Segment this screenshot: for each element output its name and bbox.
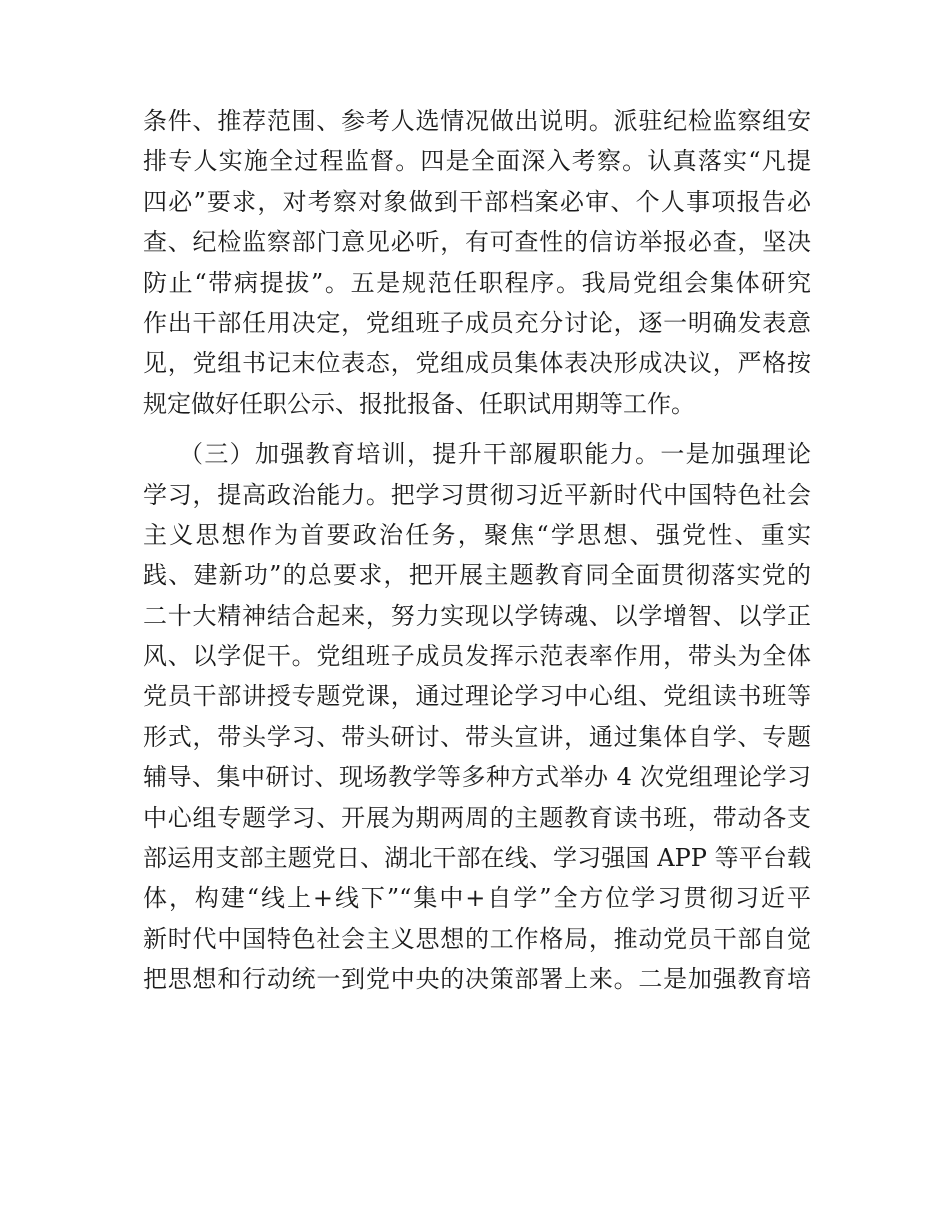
text-line: 新时代中国特色社会主义思想的工作格局，推动党员干部自觉	[143, 924, 811, 953]
text-line: 作出干部任用决定，党组班子成员充分讨论，逐一明确发表意	[143, 308, 811, 337]
section-heading-line: （三）加强教育培训，提升干部履职能力。一是加强理论	[179, 440, 811, 469]
text-line: 践、建新功”的总要求，把开展主题教育同全面贯彻落实党的	[143, 561, 811, 590]
text-line: 形式，带头学习、带头研讨、带头宣讲，通过集体自学、专题	[143, 722, 811, 751]
text-line: 四必”要求，对考察对象做到干部档案必审、个人事项报告必	[143, 187, 811, 216]
text-line: 学习，提高政治能力。把学习贯彻习近平新时代中国特色社会	[143, 480, 811, 509]
document-body	[143, 101, 811, 1000]
text-line: 防止“带病提拔”。五是规范任职程序。我局党组会集体研究	[143, 268, 811, 297]
text-line: 中心组专题学习、开展为期两周的主题教育读书班，带动各支	[143, 803, 811, 832]
text-line: 辅导、集中研讨、现场教学等多种方式举办 4 次党组理论学习	[143, 763, 811, 792]
text-line: 见，党组书记末位表态，党组成员集体表决形成决议，严格按	[143, 349, 811, 378]
text-line: 部运用支部主题党日、湖北干部在线、学习强国 APP 等平台载	[143, 844, 811, 873]
text-line: 规定做好任职公示、报批报备、任职试用期等工作。	[143, 389, 695, 418]
text-line: 风、以学促干。党组班子成员发挥示范表率作用，带头为全体	[143, 642, 811, 671]
text-line: 体，构建“线上+线下”“集中+自学”全方位学习贯彻习近平	[143, 884, 811, 913]
text-line: 条件、推荐范围、参考人选情况做出说明。派驻纪检监察组安	[143, 107, 811, 135]
text-line: 主义思想作为首要政治任务，聚焦“学思想、强党性、重实	[143, 520, 811, 549]
text-line: 二十大精神结合起来，努力实现以学铸魂、以学增智、以学正	[143, 601, 811, 630]
text-line: 党员干部讲授专题党课，通过理论学习中心组、党组读书班等	[143, 682, 811, 711]
paragraph-1	[143, 101, 811, 424]
paragraph-2	[143, 434, 811, 999]
text-line: 把思想和行动统一到党中央的决策部署上来。二是加强教育培	[143, 965, 811, 994]
text-line: 排专人实施全过程监督。四是全面深入考察。认真落实“凡提	[143, 147, 811, 176]
text-line: 查、纪检监察部门意见必听，有可查性的信访举报必查，坚决	[143, 228, 811, 257]
